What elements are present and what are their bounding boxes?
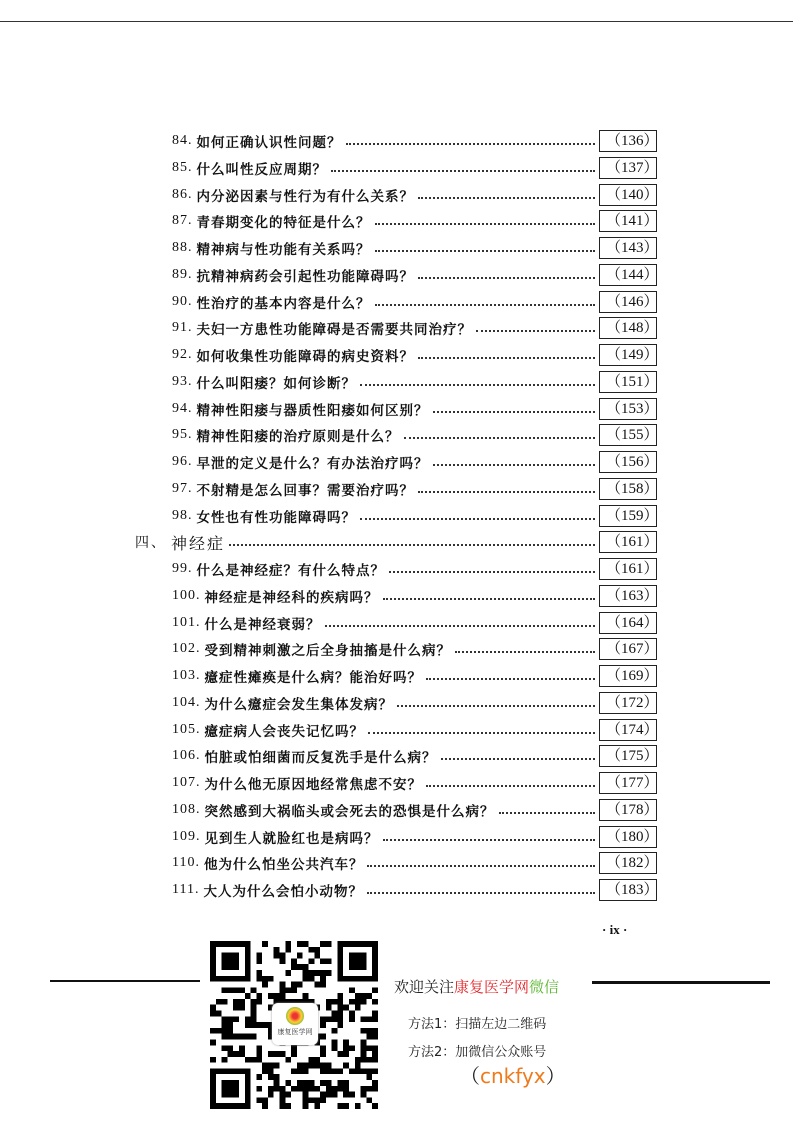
- entry-number: 91.: [172, 320, 193, 336]
- toc-entry: [172, 826, 657, 848]
- entry-title: 精神病与性功能有关系吗？: [196, 242, 371, 258]
- entry-page: （137）: [599, 157, 657, 179]
- toc-entry: [172, 130, 657, 152]
- entry-title: 如何收集性功能障碍的病史资料？: [196, 349, 414, 365]
- entry-number: 106.: [172, 748, 201, 764]
- dot-leader: [476, 330, 595, 332]
- toc-entry: [172, 692, 657, 714]
- entry-number: 100.: [172, 587, 201, 603]
- entry-title: 受到精神刺激之后全身抽搐是什么病？: [204, 643, 451, 660]
- entry-title: 内分泌因素与性行为有什么关系？: [196, 188, 414, 205]
- entry-page: （140）: [599, 184, 657, 206]
- toc-entry: [172, 772, 657, 794]
- entry-title: 他为什么怕坐公共汽车？: [203, 857, 364, 874]
- entry-number: 89.: [172, 266, 193, 282]
- entry-page: （177）: [599, 772, 657, 794]
- dot-leader: [441, 758, 596, 760]
- entry-page: （143）: [599, 237, 657, 259]
- entry-number: 101.: [172, 614, 201, 630]
- dot-leader: [404, 437, 596, 439]
- toc-entry: [172, 638, 657, 660]
- site-logo: [272, 1003, 318, 1045]
- entry-page: （159）: [599, 505, 657, 527]
- dot-leader: [325, 625, 596, 627]
- logo-mark-icon: [286, 1007, 304, 1025]
- dot-leader: [331, 170, 595, 172]
- toc-entry: [172, 398, 657, 420]
- dot-leader: [499, 812, 596, 814]
- toc-entry: [172, 210, 657, 232]
- entry-page: （158）: [599, 478, 657, 500]
- dot-leader: [426, 678, 595, 680]
- entry-number: 84.: [172, 133, 193, 148]
- account-id: [460, 1060, 566, 1089]
- method-1: 方法1：扫描左边二维码: [408, 1017, 547, 1032]
- entry-title: 精神性阳痿的治疗原则是什么？: [196, 429, 400, 446]
- entry-number: 96.: [172, 454, 193, 469]
- account-name: cnkfyx: [480, 1064, 546, 1088]
- dot-leader: [367, 865, 595, 867]
- entry-number: 108.: [172, 801, 201, 817]
- entry-number: 104.: [172, 694, 201, 710]
- paren-open: （: [460, 1064, 480, 1088]
- entry-number: 86.: [172, 186, 193, 202]
- dot-leader: [433, 411, 596, 413]
- entry-number: 90.: [172, 293, 193, 309]
- entry-number: 111.: [172, 882, 200, 897]
- entry-title: 怕脏或怕细菌而反复洗手是什么病？: [204, 750, 437, 767]
- entry-title: 癔症性瘫痪是什么病？能治好吗？: [204, 670, 422, 686]
- entry-title: 什么是神经衰弱？: [204, 616, 321, 633]
- entry-number: 110.: [172, 855, 200, 871]
- dot-leader: [418, 357, 595, 359]
- toc-entry: [172, 371, 657, 393]
- entry-page: （151）: [599, 371, 657, 393]
- toc-entry: [172, 264, 657, 286]
- entry-title: 青春期变化的特征是什么？: [196, 215, 371, 232]
- bottom-rule-right: [592, 981, 770, 984]
- entry-title: 夫妇一方患性功能障碍是否需要共同治疗？: [196, 322, 472, 339]
- dot-leader: [389, 571, 595, 573]
- entry-title: 精神性阳痿与器质性阳痿如何区别？: [196, 402, 429, 419]
- entry-page: （155）: [599, 424, 657, 446]
- toc-entry: [172, 852, 657, 874]
- dot-leader: [375, 223, 596, 225]
- top-rule: [0, 21, 793, 22]
- entry-title: 早泄的定义是什么？有办法治疗吗？: [196, 456, 429, 472]
- toc-entry: [172, 157, 657, 179]
- entry-page: （183）: [599, 879, 657, 901]
- dot-leader: [418, 277, 595, 279]
- entry-page: （169）: [599, 665, 657, 687]
- dot-leader: [368, 732, 595, 734]
- entry-number: 102.: [172, 641, 201, 657]
- dot-leader: [418, 491, 595, 493]
- dot-leader: [360, 384, 595, 386]
- entry-title: 神经症: [171, 533, 226, 553]
- toc-entry: [172, 799, 657, 821]
- entry-page: （148）: [599, 317, 657, 339]
- toc-entry: [172, 505, 657, 527]
- dot-leader: [383, 598, 596, 600]
- entry-page: （156）: [599, 451, 657, 473]
- toc-entry: [172, 558, 657, 580]
- dot-leader: [418, 197, 595, 199]
- dot-leader: [397, 705, 595, 707]
- logo-text: 康复医学网: [277, 1028, 313, 1036]
- toc-entry: [172, 184, 657, 206]
- promo-suffix: 微信: [529, 978, 560, 996]
- toc-entry: [172, 344, 657, 366]
- entry-number: 105.: [172, 721, 201, 737]
- toc-entry: [172, 291, 657, 313]
- entry-page: （178）: [599, 799, 657, 821]
- entry-page: （161）: [599, 558, 657, 580]
- entry-title: 癔症病人会丧失记忆吗？: [204, 723, 364, 740]
- entry-number: 103.: [172, 668, 201, 683]
- entry-title: 为什么他无原因地经常焦虑不安？: [204, 777, 422, 793]
- promo-brand: 康复医学网: [454, 978, 530, 996]
- entry-title: 性治疗的基本内容是什么？: [196, 295, 371, 312]
- entry-page: （175）: [599, 745, 657, 767]
- entry-number: 107.: [172, 775, 201, 790]
- dot-leader: [383, 839, 596, 841]
- dot-leader: [360, 518, 595, 520]
- dot-leader: [455, 651, 595, 653]
- toc-entry: [172, 612, 657, 634]
- entry-number: 98.: [172, 507, 193, 523]
- toc-entry: [172, 585, 657, 607]
- entry-title: 见到生人就脸红也是病吗？: [204, 830, 379, 847]
- entry-page: （161）: [599, 531, 657, 553]
- entry-page: （167）: [599, 638, 657, 660]
- entry-page: （172）: [599, 692, 657, 714]
- entry-number: 109.: [172, 828, 201, 844]
- entry-number: 99.: [172, 561, 193, 576]
- toc-entry: [172, 879, 657, 901]
- entry-number: 97.: [172, 480, 193, 496]
- dot-leader: [375, 250, 596, 252]
- toc-entry: [172, 665, 657, 687]
- entry-title: 什么叫阳痿？如何诊断？: [196, 375, 356, 392]
- toc-entry: [172, 451, 657, 473]
- entry-page: （149）: [599, 344, 657, 366]
- paren-close: ）: [545, 1064, 566, 1088]
- toc-entry: [172, 317, 657, 339]
- entry-page: （153）: [599, 398, 657, 420]
- dot-leader: [367, 892, 595, 894]
- entry-title: 突然感到大祸临头或会死去的恐惧是什么病？: [204, 803, 495, 820]
- entry-number: 87.: [172, 213, 193, 229]
- entry-number: 88.: [172, 240, 193, 255]
- entry-title: 大人为什么会怕小动物？: [203, 884, 363, 900]
- entry-title: 不射精是怎么回事？需要治疗吗？: [196, 482, 414, 499]
- entry-number: 85.: [172, 159, 193, 175]
- bottom-rule-left: [50, 980, 200, 982]
- toc-entry: [172, 745, 657, 767]
- toc-entry: [172, 719, 657, 741]
- promo-prefix: 欢迎关注: [394, 978, 455, 996]
- entry-title: 什么是神经症？有什么特点？: [196, 563, 385, 579]
- entry-page: （136）: [599, 130, 657, 152]
- entry-page: （180）: [599, 826, 657, 848]
- entry-page: （141）: [599, 210, 657, 232]
- entry-title: 抗精神病药会引起性功能障碍吗？: [196, 268, 414, 285]
- promo-headline: [394, 976, 559, 997]
- method-2: 方法2：加微信公众账号: [408, 1045, 547, 1060]
- toc-section-heading: [135, 531, 657, 553]
- toc-entry: [172, 237, 657, 259]
- entry-number: 94.: [172, 400, 193, 416]
- entry-title: 如何正确认识性问题？: [196, 135, 342, 151]
- dot-leader: [229, 544, 595, 546]
- entry-number: 四、: [135, 536, 167, 552]
- entry-number: 92.: [172, 347, 193, 362]
- entry-title: 女性也有性功能障碍吗？: [196, 509, 356, 526]
- page-folio: · ix ·: [602, 922, 628, 937]
- dot-leader: [375, 304, 596, 306]
- entry-number: 93.: [172, 373, 193, 389]
- entry-title: 为什么癔症会发生集体发病？: [204, 696, 393, 713]
- entry-page: （182）: [599, 852, 657, 874]
- dot-leader: [433, 464, 596, 466]
- entry-page: （163）: [599, 585, 657, 607]
- toc-entry: [172, 478, 657, 500]
- dot-leader: [426, 785, 595, 787]
- entry-number: 95.: [172, 427, 193, 443]
- entry-page: （144）: [599, 264, 657, 286]
- dot-leader: [346, 143, 596, 145]
- entry-title: 什么叫性反应周期？: [196, 161, 327, 178]
- entry-page: （174）: [599, 719, 657, 741]
- toc-entry: [172, 424, 657, 446]
- entry-page: （164）: [599, 612, 657, 634]
- entry-page: （146）: [599, 291, 657, 313]
- entry-title: 神经症是神经科的疾病吗？: [204, 589, 379, 606]
